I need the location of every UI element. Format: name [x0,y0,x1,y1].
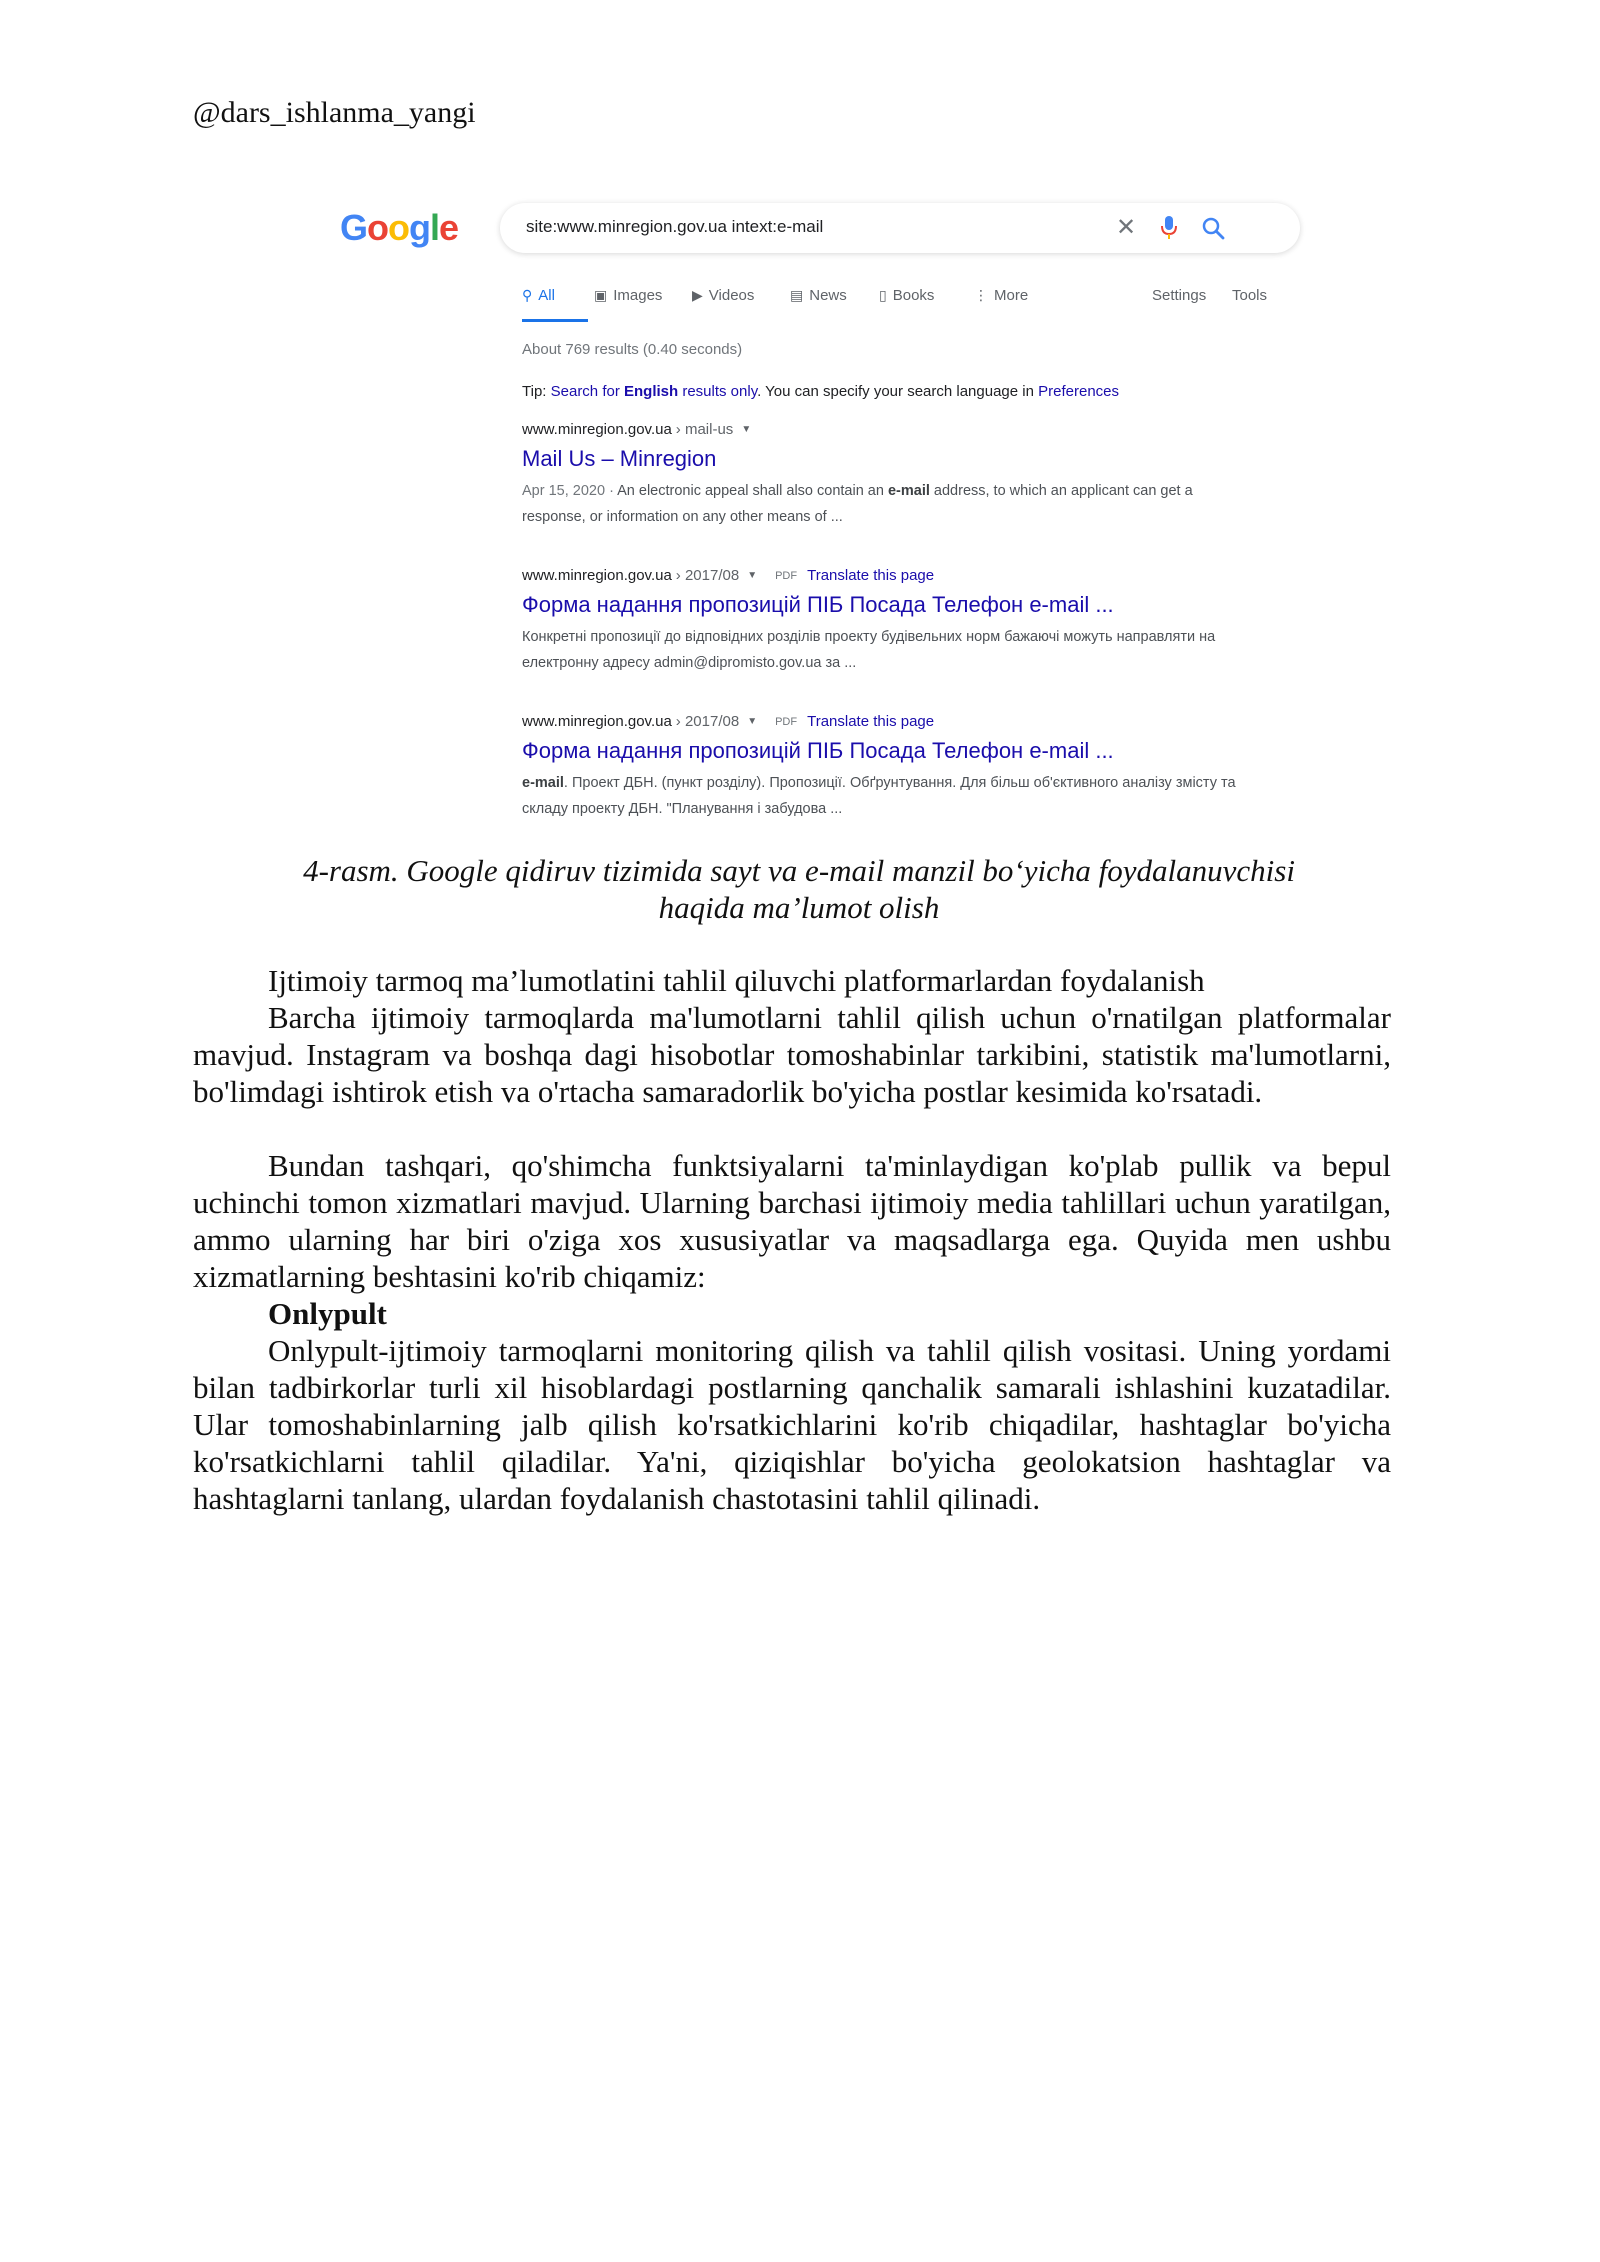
result-domain: www.minregion.gov.ua [522,713,672,730]
chevron-down-icon[interactable]: ▼ [741,424,752,435]
search-icon: ⚲ [522,287,533,303]
search-result [522,567,1242,676]
tab-label: News [809,287,847,304]
tip-results-link[interactable]: results only [678,383,758,400]
result-snippet [522,624,1242,676]
paragraph: Onlypult-ijtimoiy tarmoqlarni monitoring qilish va tahlil qilish vositasi. Uning yordami bilan tadbirkorlar turli xil hisoblardagi postlarning qanchalik samarali ishlashini kuzatadilar. Ular tomoshabinlarning jalb qilish ko'rsatkichlarini ko'rib chiqadilar, hashtaglar bo'yicha ko'rsatkichlarni tahlil qiladilar. Ya'ni, qiziqishlar bo'yicha geolokatsion hashtaglar va hashtaglarni tanlang, ulardan foydalanish chastotasini tahlil qilinadi. [193,1333,1391,1516]
snippet-text: Конкретні пропозиції до відповідних розділів проекту будівельних норм бажаючі можуть направляти на електронну адресу admin@dipromisto.gov.ua за ... [522,629,1216,671]
result-title-link[interactable]: Форма надання пропозицій ПІБ Посада Телефон e-mail ... [522,738,1114,763]
tip-prefix: Tip: [522,383,551,400]
translate-link[interactable]: Translate this page [807,713,935,730]
result-url[interactable] [522,713,1242,730]
caption-line: 4-rasm. Google qidiruv tizimida sayt va e-mail manzil bo‘yicha foydalanuvchisi [303,853,1295,888]
snippet-text: address, to which an applicant can get a response, or information on any other means of ... [522,483,1193,525]
logo-letter: g [409,207,431,248]
tab-label: Tools [1232,287,1268,304]
active-tab-indicator [522,319,588,322]
result-title-link[interactable]: Форма надання пропозицій ПІБ Посада Телефон e-mail ... [522,592,1114,617]
tab-images[interactable] [594,287,662,304]
google-logo [340,207,458,249]
tab-label: Videos [708,287,755,304]
result-date: Apr 15, 2020 · [522,483,618,499]
translate-link[interactable]: Translate this page [807,567,935,584]
chevron-down-icon[interactable]: ▼ [747,716,758,727]
tab-label: All [538,287,555,304]
tab-label: More [994,287,1029,304]
result-domain: www.minregion.gov.ua [522,567,672,584]
result-breadcrumb: › 2017/08 [675,713,740,730]
section-heading: Ijtimoiy tarmoq ma’lumotlatini tahlil qiluvchi platformarlardan foydalanish [268,963,1205,998]
tip-english-link[interactable]: English [624,383,679,400]
tab-label: Images [613,287,663,304]
chevron-down-icon[interactable]: ▼ [747,570,758,581]
search-icon[interactable] [1200,215,1226,241]
search-tabs [522,287,1302,321]
tip-search-link[interactable]: Search for [550,383,624,400]
paragraph: Barcha ijtimoiy tarmoqlarda ma'lumotlarni tahlil qilish uchun o'rnatilgan platformalar mavjud. Instagram va boshqa dagi hisobotlar tomoshabinlar tarkibini, statistik ma'lumotlarni, bo'limdagi ishtirok etish va o'rtacha samaradorlik bo'yicha postlar kesimida ko'rsatadi. [193,1000,1391,1109]
tab-more[interactable] [974,287,1028,304]
caption-line: haqida ma’lumot olish [658,890,940,925]
tip-text: . You can specify your search language in [757,383,1039,400]
logo-letter: l [430,207,440,248]
pdf-badge: PDF [775,715,798,728]
result-breadcrumb: › 2017/08 [675,567,740,584]
result-domain: www.minregion.gov.ua [522,421,672,438]
logo-letter: e [439,207,459,248]
google-search-screenshot [330,195,1310,835]
tab-label: Books [892,287,935,304]
book-icon: ▯ [879,287,887,303]
result-breadcrumb: › mail-us [675,421,734,438]
clear-icon[interactable]: ✕ [1116,214,1137,241]
figure-caption [193,852,1405,926]
image-icon: ▣ [594,287,608,303]
tab-books[interactable] [879,287,934,304]
search-result [522,713,1242,822]
result-stats: About 769 results (0.40 seconds) [522,341,743,358]
logo-letter: o [367,207,389,248]
tab-videos[interactable] [692,287,754,304]
snippet-text: . Проект ДБН. (пункт розділу). Пропозиції. Обґрунтування. Для більш об'єктивного аналізу змісту та складу проекту ДБН. "Планування і забудова ... [522,775,1236,817]
more-dots-icon: ⋮ [974,287,988,303]
snippet-highlight: e-mail [522,775,564,791]
tab-news[interactable] [790,287,847,304]
news-icon: ▤ [790,287,804,303]
snippet-highlight: e-mail [887,483,930,499]
language-tip [522,383,1119,400]
microphone-icon[interactable] [1158,214,1180,242]
result-snippet [522,770,1242,822]
tab-settings[interactable] [1152,287,1206,304]
preferences-link[interactable]: Preferences [1038,383,1119,400]
search-box[interactable] [500,203,1300,253]
paragraph: Bundan tashqari, qo'shimcha funktsiyalarni ta'minlaydigan ko'plab pullik va bepul uchinchi tomon xizmatlari mavjud. Ularning barchasi ijtimoiy media tahlillari uchun yaratilgan, ammo ularning har biri o'ziga xos xususiyatlar va maqsadlarga ega. Quyida men ushbu xizmatlarning beshtasini ko'rib chiqamiz: [193,1148,1391,1294]
result-url[interactable] [522,567,1242,584]
pdf-badge: PDF [775,569,798,582]
search-result [522,421,1242,530]
channel-handle: @dars_ishlanma_yangi [193,96,476,129]
video-icon: ▶ [692,287,703,303]
search-input[interactable]: site:www.minregion.gov.ua intext:e-mail [526,217,824,236]
snippet-text: An electronic appeal shall also contain an [617,483,888,499]
result-url[interactable] [522,421,1242,438]
tab-tools[interactable] [1232,287,1267,304]
result-title-link[interactable]: Mail Us – Minregion [522,446,717,471]
tab-label: Settings [1152,287,1207,304]
logo-letter: G [340,207,368,248]
result-snippet [522,478,1242,530]
subheading-onlypult: Onlypult [268,1296,387,1331]
logo-letter: o [388,207,410,248]
body-text [193,962,1391,1517]
tab-all[interactable] [522,287,555,304]
